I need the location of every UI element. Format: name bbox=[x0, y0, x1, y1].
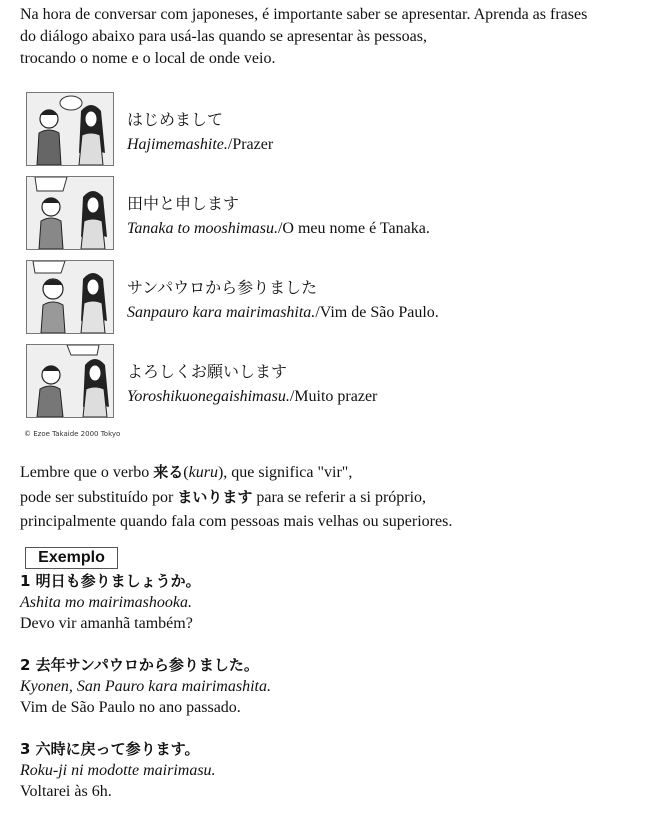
manga-panel-illustration bbox=[26, 344, 114, 418]
dialogue-row bbox=[26, 260, 626, 344]
dialogue-section bbox=[26, 92, 626, 428]
examples-section bbox=[20, 570, 640, 822]
dialogue-portuguese: /O meu nome é Tanaka. bbox=[277, 220, 430, 237]
copyright-notice: © Ezoe Takaide 2000 Tokyo bbox=[24, 430, 121, 438]
dialogue-romaji: Hajimemashite. bbox=[127, 136, 228, 153]
dialogue-japanese: はじめまして bbox=[127, 110, 224, 129]
grammar-note bbox=[20, 460, 650, 534]
dialogue-translation bbox=[127, 387, 377, 407]
dialogue-romaji: Sanpauro kara mairimashita. bbox=[127, 304, 316, 321]
note-line bbox=[20, 460, 650, 485]
note-text: ), que significa "vir", bbox=[217, 464, 353, 481]
dialogue-romaji: Yoroshikuonegaishimasu. bbox=[127, 388, 290, 405]
example-item bbox=[20, 738, 640, 802]
dialogue-portuguese: /Prazer bbox=[227, 136, 274, 153]
example-label: Exemplo bbox=[25, 547, 118, 569]
note-line bbox=[20, 485, 650, 510]
note-japanese-word: まいります bbox=[177, 488, 253, 506]
dialogue-portuguese: /Muito prazer bbox=[289, 388, 378, 405]
example-romaji: Kyonen, San Pauro kara mairimashita. bbox=[20, 678, 271, 695]
dialogue-portuguese: /Vim de São Paulo. bbox=[315, 304, 439, 321]
dialogue-japanese: サンパウロから参りました bbox=[127, 278, 318, 297]
example-portuguese: Vim de São Paulo no ano passado. bbox=[20, 699, 241, 716]
note-text: pode ser substituído por bbox=[20, 489, 178, 506]
dialogue-japanese: よろしくお願いします bbox=[127, 362, 288, 381]
example-japanese: 2 去年サンパウロから参りました。 bbox=[20, 656, 259, 674]
dialogue-row bbox=[26, 176, 626, 260]
manga-panel-illustration bbox=[26, 176, 114, 250]
note-text: para se referir a si próprio, bbox=[252, 489, 427, 506]
intro-line: do diálogo abaixo para usá-las quando se apresentar às pessoas, bbox=[20, 28, 427, 45]
dialogue-translation bbox=[127, 303, 439, 323]
dialogue-translation bbox=[127, 219, 430, 239]
example-romaji: Roku-ji ni modotte mairimasu. bbox=[20, 762, 216, 779]
intro-line: Na hora de conversar com japoneses, é importante saber se apresentar. Aprenda as frases bbox=[20, 6, 588, 23]
intro-paragraph bbox=[20, 4, 650, 70]
note-japanese-word: 来る bbox=[153, 463, 184, 481]
dialogue-romaji: Tanaka to mooshimasu. bbox=[127, 220, 278, 237]
dialogue-japanese: 田中と申します bbox=[127, 194, 240, 213]
note-line: principalmente quando fala com pessoas mais velhas ou superiores. bbox=[20, 513, 453, 530]
manga-panel-illustration bbox=[26, 260, 114, 334]
example-japanese: 3 六時に戻って参ります。 bbox=[20, 740, 200, 758]
intro-line: trocando o nome e o local de onde veio. bbox=[20, 50, 276, 67]
example-item bbox=[20, 570, 640, 634]
example-item bbox=[20, 654, 640, 718]
dialogue-translation bbox=[127, 135, 273, 155]
example-japanese: 1 明日も参りましょうか。 bbox=[20, 572, 201, 590]
manga-panel-illustration bbox=[26, 92, 114, 166]
example-romaji: Ashita mo mairimashooka. bbox=[20, 594, 192, 611]
dialogue-row bbox=[26, 344, 626, 428]
note-romaji-word: kuru bbox=[188, 464, 218, 481]
note-text: ( bbox=[183, 464, 189, 481]
example-portuguese: Voltarei às 6h. bbox=[20, 783, 112, 800]
example-portuguese: Devo vir amanhã também? bbox=[20, 615, 193, 632]
note-text: Lembre que o verbo bbox=[20, 464, 154, 481]
dialogue-row bbox=[26, 92, 626, 176]
